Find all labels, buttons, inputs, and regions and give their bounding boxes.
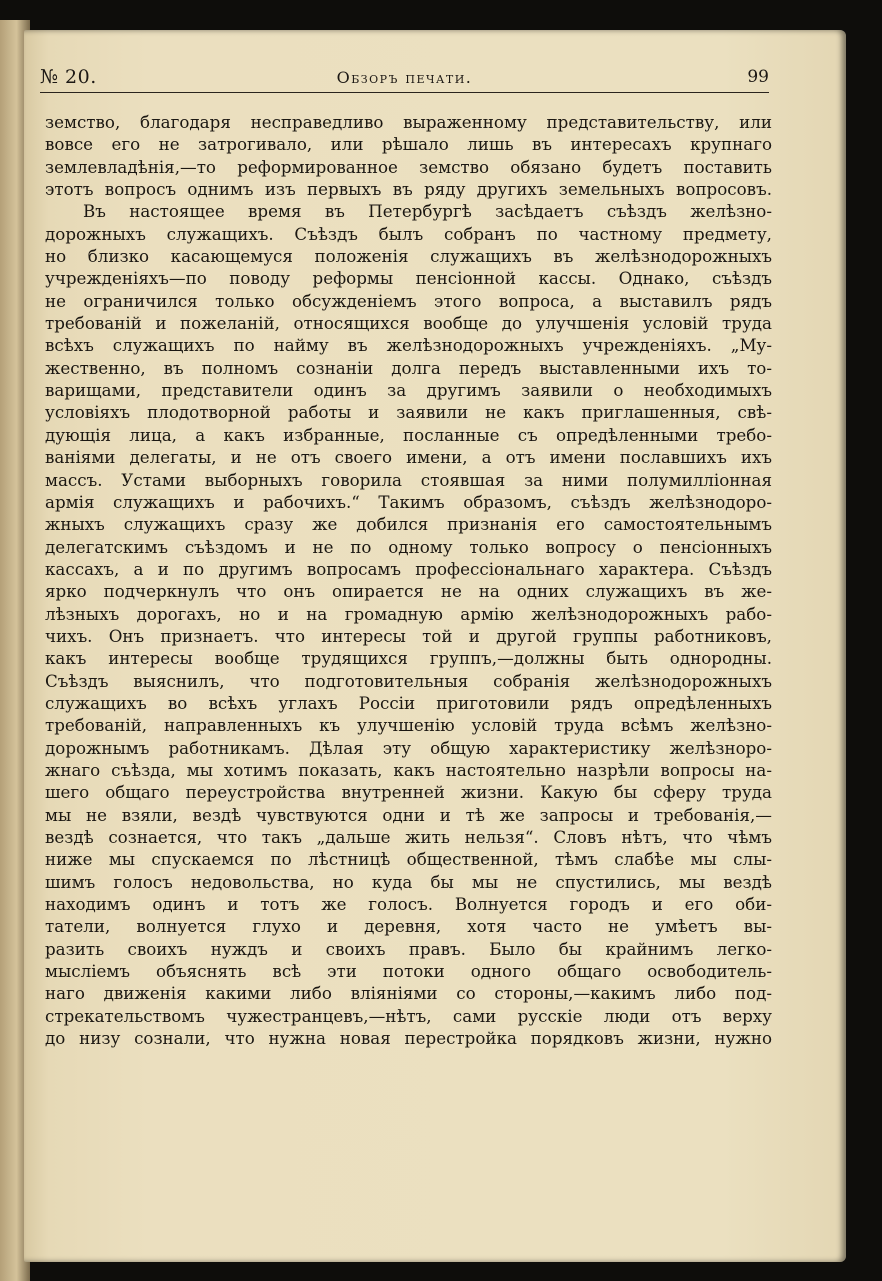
- text-line: кассахъ, а и по другимъ вопросамъ профессіональнаго характера. Съѣздъ: [45, 558, 772, 579]
- text-line: земство, благодаря несправедливо выраженному представительству, или: [45, 112, 772, 132]
- text-line: дующія лица, а какъ избранные, посланные съ опредѣленными требо-: [45, 424, 772, 445]
- text-line: массъ. Устами выборныхъ говорила стоявшая за ними полумилліонная: [45, 469, 772, 490]
- text-line: шего общаго переустройства внутренней жизни. Какую бы сферу труда: [45, 782, 772, 803]
- text-line: находимъ одинъ и тотъ же голосъ. Волнуется городъ и его оби-: [45, 894, 772, 915]
- text-line: ярко подчеркнулъ что онъ опирается не на одних служащихъ въ же-: [45, 581, 772, 602]
- section-title: Обзоръ печати.: [336, 68, 473, 87]
- text-line: Съѣздъ выяснилъ, что подготовительныя собранія желѣзнодорожныхъ: [45, 670, 772, 691]
- text-line: этотъ вопросъ однимъ изъ первыхъ въ ряду другихъ земельныхъ вопросовъ.: [45, 179, 772, 200]
- text-line: вовсе его не затрогивало, или рѣшало лишь въ интересахъ крупнаго: [45, 134, 772, 155]
- text-line: наго движенія какими либо вліяніями со стороны,—какимъ либо под-: [45, 983, 772, 1004]
- text-line: ниже мы спускаемся по лѣстницѣ общественной, тѣмъ слабѣе мы слы-: [45, 849, 772, 870]
- text-line: варищами, представители одинъ за другимъ заявили о необходимыхъ: [45, 380, 772, 401]
- text-line: но близко касающемуся положенія служащихъ въ желѣзнодорожныхъ: [45, 246, 772, 267]
- text-line: землевладѣнія,—то реформированное земство обязано будетъ поставить: [45, 156, 772, 177]
- text-line: жественно, въ полномъ сознаніи долга передъ выставленными ихъ то-: [45, 357, 772, 378]
- text-line: Въ настоящее время въ Петербургѣ засѣдаетъ съѣздъ желѣзно-: [83, 201, 772, 222]
- issue-number: № 20.: [40, 66, 97, 88]
- text-line: армія служащихъ и рабочихъ.“ Такимъ образомъ, съѣздъ желѣзнодоро-: [45, 491, 772, 512]
- text-line: учрежденіяхъ—по поводу реформы пенсіонной кассы. Однако, съѣздъ: [45, 268, 772, 289]
- text-line: шимъ голосъ недовольства, но куда бы мы не спустились, мы вездѣ: [45, 871, 772, 892]
- text-line: мы не взяли, вездѣ чувствуются одни и тѣ же запросы и требованія,—: [45, 804, 772, 825]
- text-line: ваніями делегаты, и не отъ своего имени, а отъ имени пославшихъ ихъ: [45, 447, 772, 468]
- text-line: стрекательствомъ чужестранцевъ,—нѣтъ, сами русскіе люди отъ верху: [45, 1005, 772, 1026]
- running-header: [40, 66, 769, 93]
- text-line: служащихъ во всѣхъ углахъ Россіи приготовили рядъ опредѣленныхъ: [45, 692, 772, 713]
- text-line: жныхъ служащихъ сразу же добился признанія его самостоятельнымъ: [45, 514, 772, 535]
- body-text: [45, 111, 772, 1049]
- text-line: вездѣ сознается, что такъ „дальше жить нельзя“. Словъ нѣтъ, что чѣмъ: [45, 827, 772, 847]
- page-number: 99: [747, 67, 769, 87]
- text-line: требованій и пожеланій, относящихся вообще до улучшенія условій труда: [45, 313, 772, 334]
- text-line: дорожнымъ работникамъ. Дѣлая эту общую характеристику желѣзноро-: [45, 737, 772, 758]
- text-line: требованій, направленныхъ къ улучшенію условій труда всѣмъ желѣзно-: [45, 715, 772, 736]
- text-line: условіяхъ плодотворной работы и заявили не какъ приглашенныя, свѣ-: [45, 402, 772, 423]
- text-line: не ограничился только обсужденіемъ этого вопроса, а выставилъ рядъ: [45, 290, 772, 311]
- text-line: мысліемъ объяснять всѣ эти потоки одного общаго освободитель-: [45, 961, 772, 982]
- text-line: всѣхъ служащихъ по найму въ желѣзнодорожныхъ учрежденіяхъ. „Му-: [45, 335, 772, 356]
- text-line: чихъ. Онъ признаетъ. что интересы той и другой группы работниковъ,: [45, 625, 772, 646]
- text-line: до низу сознали, что нужна новая перестройка порядковъ жизни, нужно: [45, 1028, 772, 1049]
- text-line: жнаго съѣзда, мы хотимъ показать, какъ настоятельно назрѣли вопросы на-: [45, 759, 772, 780]
- text-line: какъ интересы вообще трудящихся группъ,—должны быть однородны.: [45, 648, 772, 669]
- text-line: дорожныхъ служащихъ. Съѣздъ былъ собранъ по частному предмету,: [45, 223, 772, 244]
- text-line: татели, волнуется глухо и деревня, хотя часто не умѣетъ вы-: [45, 916, 772, 937]
- text-line: делегатскимъ съѣздомъ и не по одному только вопросу о пенсіонныхъ: [45, 536, 772, 557]
- text-line: лѣзныхъ дорогахъ, но и на громадную армію желѣзнодорожныхъ рабо-: [45, 603, 772, 624]
- text-line: разить своихъ нуждъ и своихъ правъ. Было бы крайнимъ легко-: [45, 938, 772, 959]
